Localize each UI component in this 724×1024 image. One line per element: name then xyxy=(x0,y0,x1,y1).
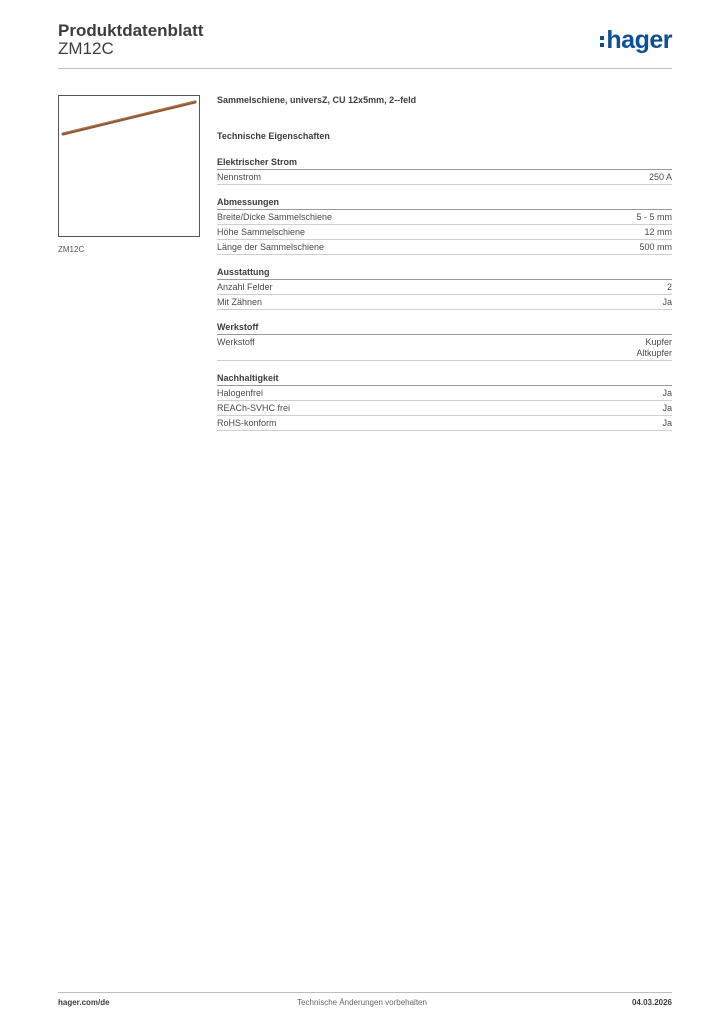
spec-value-line: 12 mm xyxy=(644,227,672,237)
spec-value-line: 5 - 5 mm xyxy=(636,212,672,222)
spec-value xyxy=(649,172,672,183)
spec-label: Breite/Dicke Sammelschiene xyxy=(217,212,333,222)
spec-label: Werkstoff xyxy=(217,337,255,347)
spec-label: Mit Zähnen xyxy=(217,297,263,307)
spec-value-line: Kupfer xyxy=(645,337,672,347)
spec-row xyxy=(217,335,672,361)
footer-website: hager.com/de xyxy=(58,998,110,1007)
product-image xyxy=(58,95,200,237)
tech-properties-heading: Technische Eigenschaften xyxy=(217,131,330,141)
spec-label: Nennstrom xyxy=(217,172,262,182)
spec-value-line: 2 xyxy=(666,282,672,292)
spec-section xyxy=(217,267,672,310)
spec-value xyxy=(662,297,672,308)
spec-label: Halogenfrei xyxy=(217,388,264,398)
spec-value xyxy=(667,282,672,293)
spec-label: RoHS-konform xyxy=(217,418,277,428)
spec-label: REACh-SVHC frei xyxy=(217,403,291,413)
spec-row xyxy=(217,225,672,240)
spec-value-line: Ja xyxy=(662,403,672,413)
section-heading: Nachhaltigkeit xyxy=(217,373,672,386)
header-divider xyxy=(58,68,672,69)
spec-value xyxy=(662,418,672,429)
spec-row xyxy=(217,210,672,225)
image-caption: ZM12C xyxy=(58,245,85,254)
spec-value xyxy=(636,212,672,223)
spec-row xyxy=(217,416,672,431)
footer-divider xyxy=(58,992,672,993)
hager-logo xyxy=(600,28,672,53)
busbar-illustration xyxy=(59,96,199,236)
spec-value xyxy=(636,337,672,359)
spec-value-line: 250 A xyxy=(648,172,672,182)
section-heading: Elektrischer Strom xyxy=(217,157,672,170)
logo-dots-icon xyxy=(600,33,604,50)
spec-row xyxy=(217,280,672,295)
spec-label: Anzahl Felder xyxy=(217,282,273,292)
spec-row xyxy=(217,170,672,185)
spec-label: Länge der Sammelschiene xyxy=(217,242,325,252)
spec-sections xyxy=(217,157,672,431)
spec-content xyxy=(217,95,672,431)
spec-section xyxy=(217,197,672,255)
spec-row xyxy=(217,295,672,310)
spec-section xyxy=(217,157,672,185)
spec-label: Höhe Sammelschiene xyxy=(217,227,306,237)
spec-section xyxy=(217,373,672,431)
spec-value-line: Altkupfer xyxy=(636,348,672,358)
spec-value xyxy=(662,403,672,414)
footer-disclaimer: Technische Änderungen vorbehalten xyxy=(297,998,427,1007)
footer-date: 04.03.2026 xyxy=(631,998,672,1007)
spec-row xyxy=(217,401,672,416)
section-heading: Ausstattung xyxy=(217,267,672,280)
spec-value-line: Ja xyxy=(662,418,672,428)
spec-section xyxy=(217,322,672,361)
spec-value-line: 500 mm xyxy=(639,242,672,252)
section-heading: Werkstoff xyxy=(217,322,672,335)
spec-value-line: Ja xyxy=(662,297,672,307)
spec-value xyxy=(644,227,672,238)
spec-value xyxy=(662,388,672,399)
product-code: ZM12C xyxy=(58,39,114,58)
spec-row xyxy=(217,240,672,255)
spec-row xyxy=(217,386,672,401)
spec-value-line: Ja xyxy=(662,388,672,398)
section-heading: Abmessungen xyxy=(217,197,672,210)
page-title: Produktdatenblatt xyxy=(58,21,204,40)
spec-value xyxy=(639,242,672,253)
product-title: Sammelschiene, universZ, CU 12x5mm, 2--feld xyxy=(217,95,417,105)
logo-text: hager xyxy=(606,26,672,54)
